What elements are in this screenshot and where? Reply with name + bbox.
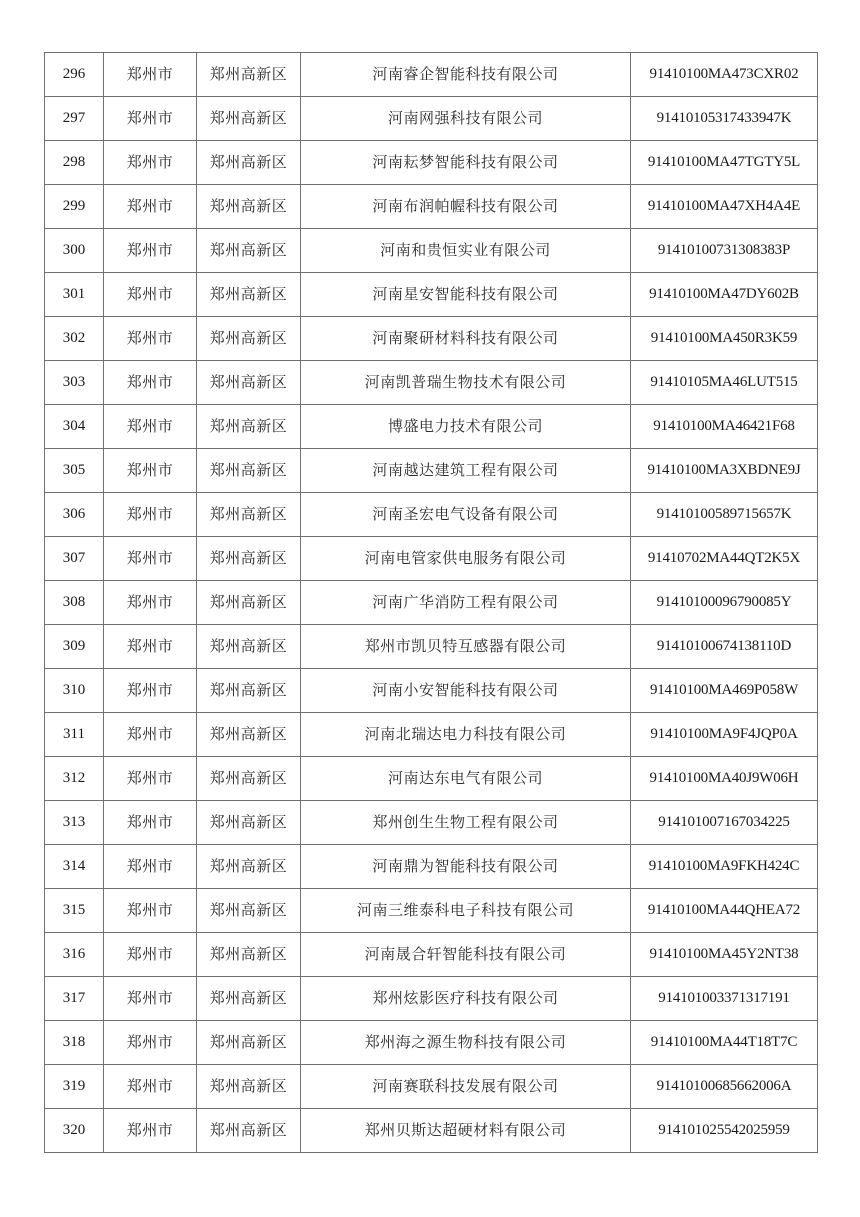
company-name-cell: 博盛电力技术有限公司 (301, 405, 631, 449)
city-cell: 郑州市 (104, 405, 197, 449)
table-row (45, 977, 818, 1021)
row-number-cell: 309 (45, 625, 104, 669)
table-row (45, 713, 818, 757)
table-row (45, 493, 818, 537)
credit-code-cell: 91410100MA450R3K59 (631, 317, 818, 361)
district-cell: 郑州高新区 (197, 581, 301, 625)
credit-code-cell: 91410100589715657K (631, 493, 818, 537)
city-cell: 郑州市 (104, 581, 197, 625)
table-row (45, 1021, 818, 1065)
table-row (45, 889, 818, 933)
row-number-cell: 318 (45, 1021, 104, 1065)
credit-code-cell: 91410100MA44T18T7C (631, 1021, 818, 1065)
credit-code-cell: 91410100731308383P (631, 229, 818, 273)
row-number-cell: 307 (45, 537, 104, 581)
district-cell: 郑州高新区 (197, 317, 301, 361)
credit-code-cell: 91410100MA40J9W06H (631, 757, 818, 801)
city-cell: 郑州市 (104, 977, 197, 1021)
company-name-cell: 河南睿企智能科技有限公司 (301, 53, 631, 97)
district-cell: 郑州高新区 (197, 757, 301, 801)
row-number-cell: 320 (45, 1109, 104, 1153)
city-cell: 郑州市 (104, 1021, 197, 1065)
district-cell: 郑州高新区 (197, 933, 301, 977)
credit-code-cell: 91410105317433947K (631, 97, 818, 141)
row-number-cell: 317 (45, 977, 104, 1021)
table-row (45, 185, 818, 229)
company-name-cell: 河南小安智能科技有限公司 (301, 669, 631, 713)
district-cell: 郑州高新区 (197, 1065, 301, 1109)
credit-code-cell: 91410100MA9F4JQP0A (631, 713, 818, 757)
company-name-cell: 河南鼎为智能科技有限公司 (301, 845, 631, 889)
company-name-cell: 河南网强科技有限公司 (301, 97, 631, 141)
row-number-cell: 298 (45, 141, 104, 185)
table-row (45, 933, 818, 977)
table-row (45, 669, 818, 713)
city-cell: 郑州市 (104, 141, 197, 185)
company-name-cell: 郑州市凯贝特互感器有限公司 (301, 625, 631, 669)
city-cell: 郑州市 (104, 845, 197, 889)
company-name-cell: 河南达东电气有限公司 (301, 757, 631, 801)
table-row (45, 449, 818, 493)
credit-code-cell: 91410100MA44QHEA72 (631, 889, 818, 933)
city-cell: 郑州市 (104, 669, 197, 713)
city-cell: 郑州市 (104, 97, 197, 141)
company-name-cell: 河南布润帕幄科技有限公司 (301, 185, 631, 229)
row-number-cell: 312 (45, 757, 104, 801)
district-cell: 郑州高新区 (197, 713, 301, 757)
district-cell: 郑州高新区 (197, 801, 301, 845)
credit-code-cell: 91410702MA44QT2K5X (631, 537, 818, 581)
company-name-cell: 河南凯普瑞生物技术有限公司 (301, 361, 631, 405)
table-row (45, 53, 818, 97)
credit-code-cell: 91410100MA46421F68 (631, 405, 818, 449)
district-cell: 郑州高新区 (197, 405, 301, 449)
table-row (45, 97, 818, 141)
row-number-cell: 306 (45, 493, 104, 537)
table-row (45, 273, 818, 317)
row-number-cell: 311 (45, 713, 104, 757)
table-row (45, 229, 818, 273)
row-number-cell: 304 (45, 405, 104, 449)
credit-code-cell: 91410100MA469P058W (631, 669, 818, 713)
district-cell: 郑州高新区 (197, 845, 301, 889)
row-number-cell: 315 (45, 889, 104, 933)
city-cell: 郑州市 (104, 757, 197, 801)
credit-code-cell: 914101003371317191 (631, 977, 818, 1021)
city-cell: 郑州市 (104, 361, 197, 405)
table-row (45, 1065, 818, 1109)
city-cell: 郑州市 (104, 185, 197, 229)
table-row (45, 625, 818, 669)
company-name-cell: 河南晟合轩智能科技有限公司 (301, 933, 631, 977)
credit-code-cell: 914101025542025959 (631, 1109, 818, 1153)
credit-code-cell: 91410100685662006A (631, 1065, 818, 1109)
city-cell: 郑州市 (104, 1065, 197, 1109)
city-cell: 郑州市 (104, 273, 197, 317)
table-row (45, 757, 818, 801)
credit-code-cell: 91410100674138110D (631, 625, 818, 669)
district-cell: 郑州高新区 (197, 669, 301, 713)
company-name-cell: 河南星安智能科技有限公司 (301, 273, 631, 317)
city-cell: 郑州市 (104, 449, 197, 493)
credit-code-cell: 91410100MA3XBDNE9J (631, 449, 818, 493)
row-number-cell: 316 (45, 933, 104, 977)
company-name-cell: 郑州海之源生物科技有限公司 (301, 1021, 631, 1065)
city-cell: 郑州市 (104, 801, 197, 845)
row-number-cell: 297 (45, 97, 104, 141)
city-cell: 郑州市 (104, 625, 197, 669)
district-cell: 郑州高新区 (197, 1109, 301, 1153)
city-cell: 郑州市 (104, 317, 197, 361)
table-row (45, 361, 818, 405)
credit-code-cell: 91410105MA46LUT515 (631, 361, 818, 405)
credit-code-cell: 91410100MA47DY602B (631, 273, 818, 317)
credit-code-cell: 914101007167034225 (631, 801, 818, 845)
district-cell: 郑州高新区 (197, 361, 301, 405)
company-name-cell: 郑州贝斯达超硬材料有限公司 (301, 1109, 631, 1153)
city-cell: 郑州市 (104, 537, 197, 581)
row-number-cell: 302 (45, 317, 104, 361)
credit-code-cell: 91410100096790085Y (631, 581, 818, 625)
row-number-cell: 310 (45, 669, 104, 713)
district-cell: 郑州高新区 (197, 97, 301, 141)
table-row (45, 801, 818, 845)
credit-code-cell: 91410100MA47TGTY5L (631, 141, 818, 185)
company-name-cell: 河南赛联科技发展有限公司 (301, 1065, 631, 1109)
row-number-cell: 303 (45, 361, 104, 405)
table-row (45, 845, 818, 889)
district-cell: 郑州高新区 (197, 537, 301, 581)
city-cell: 郑州市 (104, 933, 197, 977)
credit-code-cell: 91410100MA9FKH424C (631, 845, 818, 889)
city-cell: 郑州市 (104, 713, 197, 757)
company-name-cell: 河南广华消防工程有限公司 (301, 581, 631, 625)
city-cell: 郑州市 (104, 229, 197, 273)
table-row (45, 537, 818, 581)
company-name-cell: 河南电管家供电服务有限公司 (301, 537, 631, 581)
city-cell: 郑州市 (104, 53, 197, 97)
credit-code-cell: 91410100MA47XH4A4E (631, 185, 818, 229)
district-cell: 郑州高新区 (197, 185, 301, 229)
row-number-cell: 299 (45, 185, 104, 229)
city-cell: 郑州市 (104, 1109, 197, 1153)
row-number-cell: 319 (45, 1065, 104, 1109)
company-name-cell: 河南北瑞达电力科技有限公司 (301, 713, 631, 757)
city-cell: 郑州市 (104, 493, 197, 537)
district-cell: 郑州高新区 (197, 1021, 301, 1065)
city-cell: 郑州市 (104, 889, 197, 933)
table-row (45, 1109, 818, 1153)
row-number-cell: 308 (45, 581, 104, 625)
company-name-cell: 郑州创生生物工程有限公司 (301, 801, 631, 845)
credit-code-cell: 91410100MA473CXR02 (631, 53, 818, 97)
district-cell: 郑州高新区 (197, 229, 301, 273)
company-name-cell: 河南和贵恒实业有限公司 (301, 229, 631, 273)
row-number-cell: 314 (45, 845, 104, 889)
table-row (45, 141, 818, 185)
company-name-cell: 河南圣宏电气设备有限公司 (301, 493, 631, 537)
company-name-cell: 郑州炫影医疗科技有限公司 (301, 977, 631, 1021)
row-number-cell: 313 (45, 801, 104, 845)
district-cell: 郑州高新区 (197, 273, 301, 317)
table-row (45, 405, 818, 449)
table-body (45, 53, 818, 1153)
row-number-cell: 296 (45, 53, 104, 97)
table-row (45, 317, 818, 361)
company-name-cell: 河南耘梦智能科技有限公司 (301, 141, 631, 185)
company-name-cell: 河南聚研材料科技有限公司 (301, 317, 631, 361)
company-name-cell: 河南三维泰科电子科技有限公司 (301, 889, 631, 933)
row-number-cell: 301 (45, 273, 104, 317)
enterprise-list-table (44, 52, 818, 1153)
district-cell: 郑州高新区 (197, 625, 301, 669)
district-cell: 郑州高新区 (197, 493, 301, 537)
table-row (45, 581, 818, 625)
district-cell: 郑州高新区 (197, 141, 301, 185)
row-number-cell: 305 (45, 449, 104, 493)
district-cell: 郑州高新区 (197, 889, 301, 933)
row-number-cell: 300 (45, 229, 104, 273)
company-name-cell: 河南越达建筑工程有限公司 (301, 449, 631, 493)
district-cell: 郑州高新区 (197, 53, 301, 97)
district-cell: 郑州高新区 (197, 449, 301, 493)
credit-code-cell: 91410100MA45Y2NT38 (631, 933, 818, 977)
district-cell: 郑州高新区 (197, 977, 301, 1021)
